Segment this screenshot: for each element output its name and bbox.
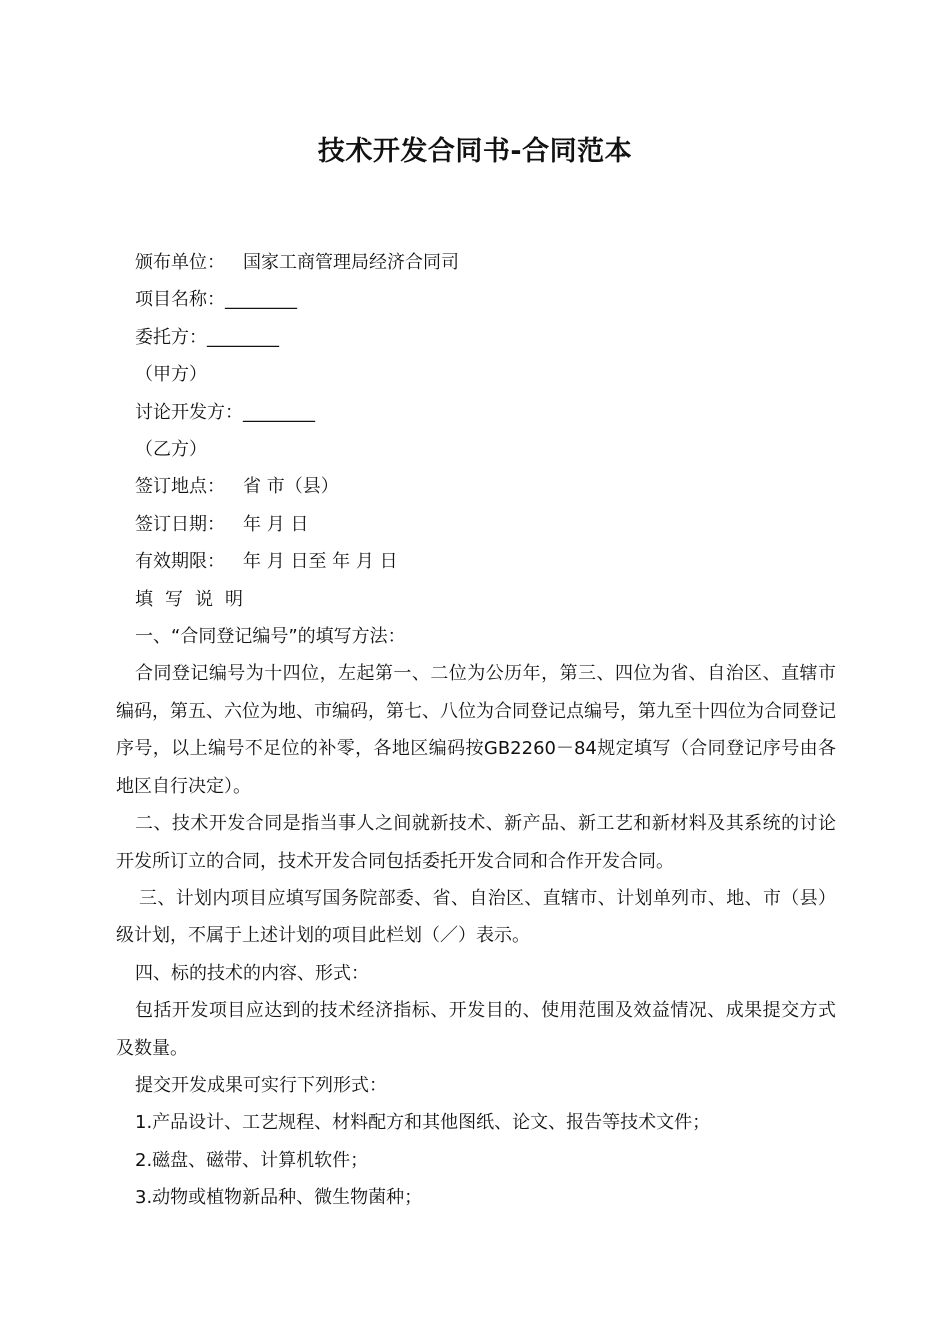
- issuer-value: 国家工商管理局经济合同司: [243, 252, 459, 273]
- list-item: 2.磁盘、磁带、计算机软件；: [135, 1149, 369, 1171]
- client-line: 委托方：________: [135, 326, 279, 348]
- section-4-forms-intro: 提交开发成果可实行下列形式：: [135, 1074, 387, 1096]
- validity-line: [116, 543, 836, 580]
- sign-place-label: 签订地点：: [135, 476, 225, 498]
- sign-date-line: [116, 506, 836, 543]
- section-1-body: 合同登记编号为十四位，左起第一、二位为公历年，第三、四位为省、自治区、直辖市编码，第五、六位为地、市编码，第七、八位为合同登记点编号，第九至十四位为合同登记序号，以上编号不足位的补零，各地区编码按GB2260－84规定填写（合同登记序号由各地区自行决定）。: [116, 663, 836, 797]
- list-item: 1.产品设计、工艺规程、材料配方和其他图纸、论文、报告等技术文件；: [135, 1112, 711, 1134]
- section-2-body: 二、技术开发合同是指当事人之间就新技术、新产品、新工艺和新材料及其系统的讨论开发所订立的合同，技术开发合同包括委托开发合同和合作开发合同。: [116, 813, 836, 872]
- issuer-label: 颁布单位：: [135, 252, 225, 273]
- section-3-body: 三、计划内项目应填写国务院部委、省、自治区、直辖市、计划单列市、地、市（县）级计划，不属于上述计划的项目此栏划（／）表示。: [116, 887, 836, 947]
- party-b-line: （乙方）: [135, 439, 207, 461]
- party-a-line: （甲方）: [135, 364, 207, 386]
- list-item: 3.动物或植物新品种、微生物菌种；: [135, 1187, 423, 1209]
- instructions-heading: 填写说明: [135, 588, 255, 610]
- document-body: [116, 244, 836, 1217]
- developer-line: 讨论开发方：________: [135, 401, 315, 423]
- section-1-heading: 一、“合同登记编号”的填写方法：: [135, 626, 406, 648]
- sign-place-line: [116, 468, 836, 505]
- sign-place-value: 省 市（县）: [243, 476, 339, 498]
- section-4-heading: 四、标的技术的内容、形式：: [135, 962, 369, 984]
- sign-date-value: 年 月 日: [243, 513, 309, 535]
- validity-value: 年 月 日至 年 月 日: [243, 551, 398, 573]
- document-title: 技术开发合同书-合同范本: [317, 136, 633, 167]
- section-4-body: 包括开发项目应达到的技术经济指标、开发目的、使用范围及效益情况、成果提交方式及数量。: [116, 1000, 836, 1059]
- project-name-line: 项目名称：________: [135, 289, 297, 311]
- sign-date-label: 签订日期：: [135, 513, 225, 535]
- validity-label: 有效期限：: [135, 551, 225, 573]
- issuer-line: [116, 244, 836, 281]
